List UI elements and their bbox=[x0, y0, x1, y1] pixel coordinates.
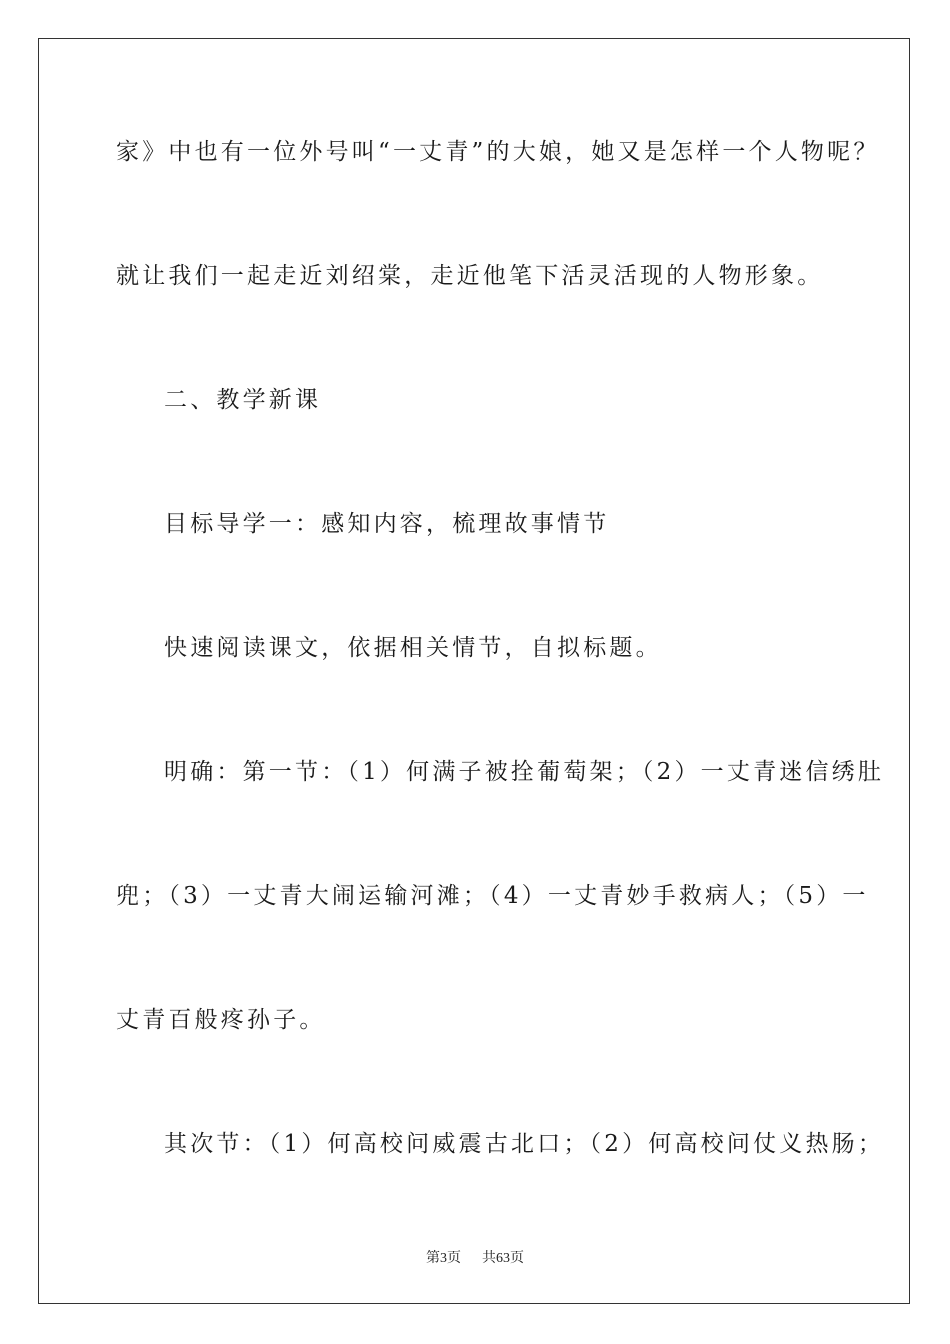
total-pages: 共63页 bbox=[482, 1251, 524, 1266]
instruction-line: 快速阅读课文，依据相关情节，自拟标题。 bbox=[164, 635, 662, 661]
page-border bbox=[38, 38, 910, 1304]
answer-line-3: 丈青百般疼孙子。 bbox=[116, 1007, 326, 1033]
answer-line-4: 其次节：（1）何高校问威震古北口；（2）何高校问仗义热肠； bbox=[164, 1131, 885, 1157]
paragraph-line-1: 家》中也有一位外号叫“一丈青”的大娘，她又是怎样一个人物呢？ bbox=[116, 139, 880, 165]
section-heading: 二、教学新课 bbox=[164, 387, 322, 413]
answer-line-2: 兜；（3）一丈青大闹运输河滩；（4）一丈青妙手救病人；（5）一 bbox=[116, 883, 869, 909]
paragraph-line-2: 就让我们一起走近刘绍棠，走近他笔下活灵活现的人物形象。 bbox=[116, 263, 824, 289]
subsection-heading: 目标导学一：感知内容，梳理故事情节 bbox=[164, 511, 610, 537]
answer-line-1: 明确：第一节：（1）何满子被拴葡萄架；（2）一丈青迷信绣肚 bbox=[164, 759, 885, 785]
page-number: 第3页 bbox=[426, 1251, 461, 1266]
page-footer bbox=[0, 1247, 950, 1267]
